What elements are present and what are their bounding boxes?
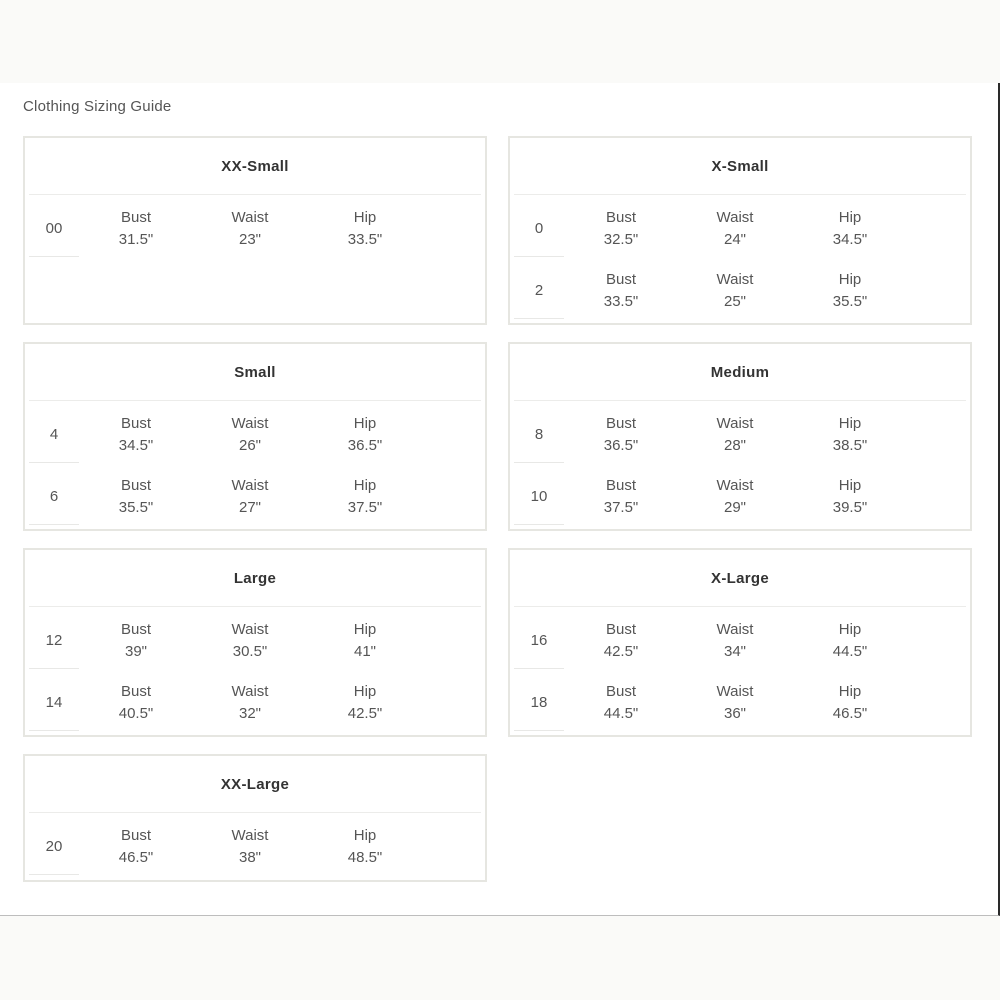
waist-measurement <box>690 269 780 313</box>
hip-value: 36.5" <box>347 437 383 454</box>
size-card-xx-small <box>23 136 487 325</box>
waist-value: 26" <box>238 437 261 454</box>
bust-measurement <box>576 207 666 251</box>
size-number: 6 <box>29 469 79 525</box>
hip-value: 37.5" <box>347 499 383 516</box>
waist-label: Waist <box>231 477 269 494</box>
waist-value: 29" <box>723 499 746 516</box>
bust-value: 44.5" <box>603 705 639 722</box>
waist-value: 34" <box>723 643 746 660</box>
bust-measurement <box>576 269 666 313</box>
size-row <box>25 675 485 737</box>
bust-label: Bust <box>120 683 151 700</box>
size-row <box>510 613 970 675</box>
bust-value: 33.5" <box>603 293 639 310</box>
waist-measurement <box>690 413 780 457</box>
size-row <box>25 613 485 675</box>
waist-measurement <box>205 207 295 251</box>
bust-label: Bust <box>605 621 636 638</box>
size-card-x-large <box>508 548 972 737</box>
hip-measurement <box>320 413 410 457</box>
waist-measurement <box>205 475 295 519</box>
size-number: 12 <box>29 613 79 669</box>
size-number: 18 <box>514 675 564 731</box>
waist-value: 24" <box>723 231 746 248</box>
hip-measurement <box>805 413 895 457</box>
bust-value: 40.5" <box>118 705 154 722</box>
bust-label: Bust <box>605 271 636 288</box>
waist-measurement <box>205 413 295 457</box>
size-card-title: Large <box>29 550 481 607</box>
hip-measurement <box>805 619 895 663</box>
waist-measurement <box>690 475 780 519</box>
size-number: 20 <box>29 819 79 875</box>
size-row <box>510 263 970 325</box>
size-row <box>510 201 970 263</box>
size-card-title: Medium <box>514 344 966 401</box>
size-number: 00 <box>29 201 79 257</box>
size-card-small <box>23 342 487 531</box>
waist-value: 27" <box>238 499 261 516</box>
waist-measurement <box>690 619 780 663</box>
waist-value: 36" <box>723 705 746 722</box>
bust-label: Bust <box>605 683 636 700</box>
bust-measurement <box>576 475 666 519</box>
bust-measurement <box>91 475 181 519</box>
bust-measurement <box>91 619 181 663</box>
size-number: 14 <box>29 675 79 731</box>
bust-label: Bust <box>120 621 151 638</box>
bust-value: 36.5" <box>603 437 639 454</box>
size-card-title: XX-Large <box>29 756 481 813</box>
hip-value: 34.5" <box>832 231 868 248</box>
hip-measurement <box>805 475 895 519</box>
size-card-large <box>23 548 487 737</box>
size-number: 2 <box>514 263 564 319</box>
waist-label: Waist <box>231 209 269 226</box>
waist-label: Waist <box>231 415 269 432</box>
size-number: 0 <box>514 201 564 257</box>
hip-value: 48.5" <box>347 849 383 866</box>
size-row <box>25 819 485 881</box>
bust-label: Bust <box>120 477 151 494</box>
size-row <box>25 469 485 531</box>
bust-value: 37.5" <box>603 499 639 516</box>
bust-value: 42.5" <box>603 643 639 660</box>
waist-label: Waist <box>716 621 754 638</box>
bust-label: Bust <box>605 209 636 226</box>
waist-measurement <box>205 681 295 725</box>
hip-label: Hip <box>838 209 862 226</box>
hip-label: Hip <box>353 621 377 638</box>
waist-label: Waist <box>231 827 269 844</box>
hip-value: 41" <box>353 643 376 660</box>
bust-measurement <box>576 619 666 663</box>
waist-label: Waist <box>231 683 269 700</box>
hip-measurement <box>805 269 895 313</box>
waist-value: 28" <box>723 437 746 454</box>
bust-measurement <box>91 825 181 869</box>
waist-label: Waist <box>716 683 754 700</box>
hip-label: Hip <box>838 415 862 432</box>
hip-value: 35.5" <box>832 293 868 310</box>
waist-label: Waist <box>716 209 754 226</box>
hip-measurement <box>320 825 410 869</box>
waist-label: Waist <box>716 271 754 288</box>
waist-measurement <box>690 207 780 251</box>
bust-value: 35.5" <box>118 499 154 516</box>
bust-measurement <box>576 681 666 725</box>
bust-label: Bust <box>605 415 636 432</box>
waist-measurement <box>205 619 295 663</box>
bust-value: 46.5" <box>118 849 154 866</box>
waist-measurement <box>205 825 295 869</box>
hip-value: 46.5" <box>832 705 868 722</box>
size-number: 4 <box>29 407 79 463</box>
hip-measurement <box>320 619 410 663</box>
hip-value: 38.5" <box>832 437 868 454</box>
hip-label: Hip <box>353 415 377 432</box>
hip-value: 33.5" <box>347 231 383 248</box>
hip-value: 42.5" <box>347 705 383 722</box>
size-card-title: Small <box>29 344 481 401</box>
bust-measurement <box>91 681 181 725</box>
hip-measurement <box>805 207 895 251</box>
size-row <box>25 407 485 469</box>
hip-measurement <box>320 207 410 251</box>
hip-label: Hip <box>838 271 862 288</box>
size-card-medium <box>508 342 972 531</box>
hip-label: Hip <box>353 683 377 700</box>
hip-measurement <box>320 475 410 519</box>
waist-label: Waist <box>716 477 754 494</box>
hip-value: 39.5" <box>832 499 868 516</box>
size-card-title: X-Small <box>514 138 966 195</box>
size-card-title: XX-Small <box>29 138 481 195</box>
size-number: 8 <box>514 407 564 463</box>
bust-measurement <box>91 207 181 251</box>
bust-label: Bust <box>120 827 151 844</box>
size-row <box>510 407 970 469</box>
size-card-xx-large <box>23 754 487 882</box>
waist-label: Waist <box>231 621 269 638</box>
waist-value: 32" <box>238 705 261 722</box>
size-number: 10 <box>514 469 564 525</box>
bust-measurement <box>576 413 666 457</box>
waist-value: 30.5" <box>232 643 268 660</box>
bust-measurement <box>91 413 181 457</box>
bust-value: 32.5" <box>603 231 639 248</box>
hip-label: Hip <box>838 683 862 700</box>
page-title: Clothing Sizing Guide <box>23 98 172 115</box>
waist-value: 23" <box>238 231 261 248</box>
bust-label: Bust <box>120 415 151 432</box>
waist-measurement <box>690 681 780 725</box>
bust-label: Bust <box>120 209 151 226</box>
size-row <box>510 675 970 737</box>
hip-label: Hip <box>838 477 862 494</box>
waist-value: 25" <box>723 293 746 310</box>
hip-label: Hip <box>838 621 862 638</box>
size-row <box>25 201 485 263</box>
size-number: 16 <box>514 613 564 669</box>
bust-value: 31.5" <box>118 231 154 248</box>
bust-value: 39" <box>124 643 147 660</box>
hip-label: Hip <box>353 827 377 844</box>
hip-measurement <box>320 681 410 725</box>
size-card-x-small <box>508 136 972 325</box>
hip-label: Hip <box>353 477 377 494</box>
size-card-title: X-Large <box>514 550 966 607</box>
waist-value: 38" <box>238 849 261 866</box>
sizing-guide-page <box>0 83 1000 916</box>
bust-label: Bust <box>605 477 636 494</box>
size-row <box>510 469 970 531</box>
bust-value: 34.5" <box>118 437 154 454</box>
hip-measurement <box>805 681 895 725</box>
hip-value: 44.5" <box>832 643 868 660</box>
hip-label: Hip <box>353 209 377 226</box>
waist-label: Waist <box>716 415 754 432</box>
